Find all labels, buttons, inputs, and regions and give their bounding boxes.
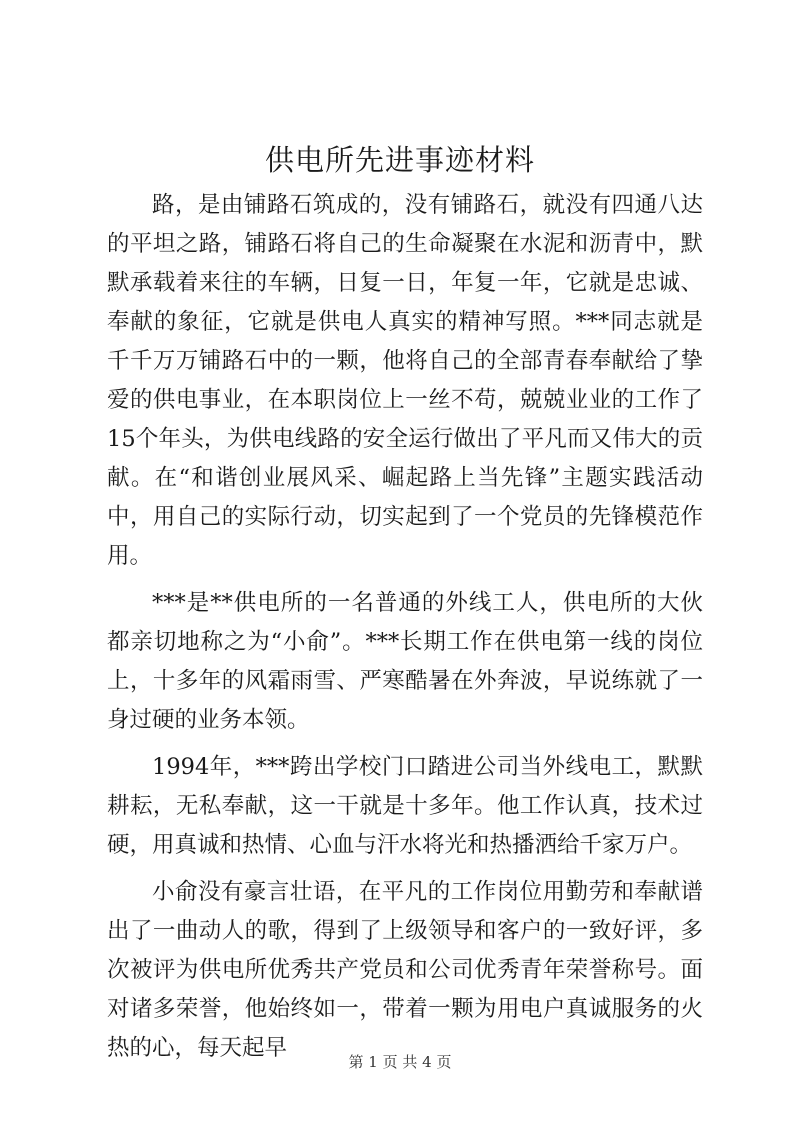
- page-footer: 第 1 页 共 4 页: [348, 1053, 452, 1071]
- paragraph-1: 路，是由铺路石筑成的，没有铺路石，就没有四通八达的平坦之路，铺路石将自己的生命凝聚在水泥和沥青中，默默承载着来往的车辆，日复一日，年复一年，它就是忠诚、奉献的象征，它就是供电人真实的精神写照。***同志就是千千万万铺路石中的一颗，他将自己的全部青春奉献给了挚爱的供电事业，在本职岗位上一丝不苟，兢兢业业的工作了15个年头，为供电线路的安全运行做出了平凡而又伟大的贡献。在“和谐创业展风采、崛起路上当先锋”主题实践活动中，用自己的实际行动，切实起到了一个党员的先锋模范作用。: [107, 192, 703, 569]
- document-title: 供电所先进事迹材料: [264, 143, 535, 177]
- paragraph-2: ***是**供电所的一名普通的外线工人，供电所的大伙都亲切地称之为“小俞”。***长期工作在供电第一线的岗位上，十多年的风霜雨雪、严寒酷暑在外奔波，早说练就了一身过硬的业务本领。: [107, 590, 703, 733]
- paragraph-4: 小俞没有豪言壮语，在平凡的工作岗位用勤劳和奉献谱出了一曲动人的歌，得到了上级领导和客户的一致好评，多次被评为供电所优秀共产党员和公司优秀青年荣誉称号。面对诸多荣誉，他始终如一，带着一颗为用电户真诚服务的火热的心，每天起早: [107, 879, 703, 1061]
- paragraph-3: 1994年，***跨出学校门口踏进公司当外线电工，默默耕耘，无私奉献，这一干就是十多年。他工作认真，技术过硬，用真诚和热情、心血与汗水将光和热播洒给千家万户。: [107, 754, 703, 858]
- document-body: [107, 186, 703, 1076]
